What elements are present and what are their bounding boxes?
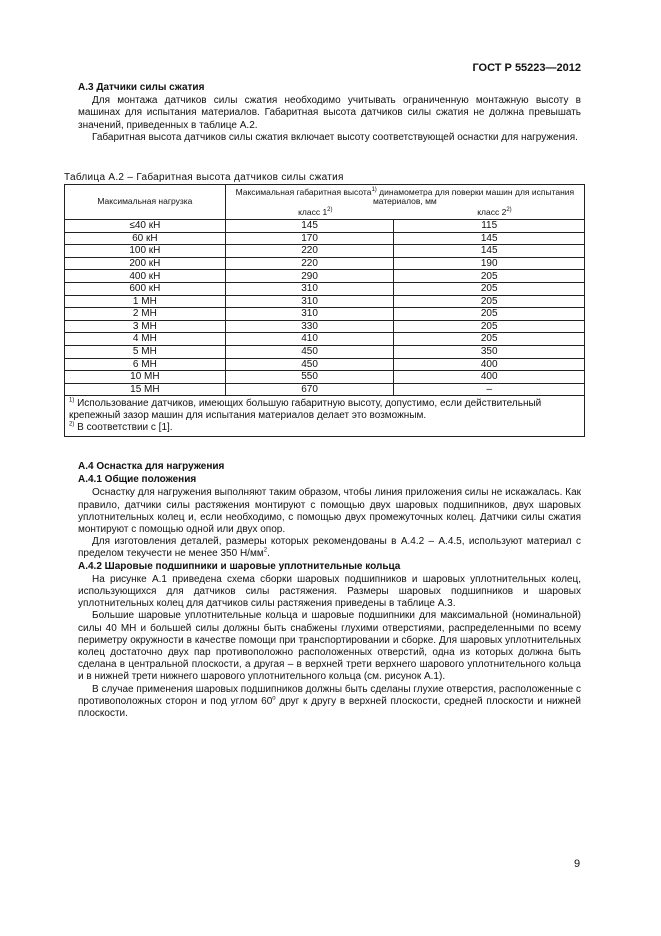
class-1-height-cell: 290 bbox=[225, 270, 394, 283]
class-1-height-cell: 220 bbox=[225, 245, 394, 258]
table-row bbox=[65, 220, 585, 233]
load-cell: 10 МН bbox=[65, 371, 226, 384]
class-2-height-cell: 205 bbox=[394, 282, 585, 295]
table-row bbox=[65, 245, 585, 258]
load-cell: 200 кН bbox=[65, 257, 226, 270]
load-cell: 600 кН bbox=[65, 282, 226, 295]
header-max-load: Максимальная нагрузка bbox=[65, 185, 226, 220]
class-1-height-cell: 670 bbox=[225, 383, 394, 396]
class-1-height-cell: 410 bbox=[225, 333, 394, 346]
class-2-height-cell: 400 bbox=[394, 371, 585, 384]
class-1-height-cell: 550 bbox=[225, 371, 394, 384]
paragraph: Габаритная высота датчиков силы сжатия включает высоту соответствующей оснастки для нагружения. bbox=[92, 131, 578, 143]
class-2-height-cell: 205 bbox=[394, 333, 585, 346]
class-1-height-cell: 310 bbox=[225, 308, 394, 321]
class-1-height-cell: 310 bbox=[225, 295, 394, 308]
class-2-height-cell: 205 bbox=[394, 308, 585, 321]
table-row bbox=[65, 371, 585, 384]
class-1-height-cell: 220 bbox=[225, 257, 394, 270]
height-table bbox=[64, 184, 585, 437]
class-1-height-cell: 310 bbox=[225, 282, 394, 295]
load-cell: 1 МН bbox=[65, 295, 226, 308]
load-cell: 2 МН bbox=[65, 308, 226, 321]
table-row bbox=[65, 358, 585, 371]
header-max-height bbox=[225, 185, 584, 220]
class-2-height-cell: 115 bbox=[394, 220, 585, 233]
class-1-height-cell: 330 bbox=[225, 320, 394, 333]
class-2-height-cell: 145 bbox=[394, 232, 585, 245]
table-row bbox=[65, 383, 585, 396]
load-cell: 4 МН bbox=[65, 333, 226, 346]
table-row bbox=[65, 257, 585, 270]
table-row bbox=[65, 345, 585, 358]
load-cell: 3 МН bbox=[65, 320, 226, 333]
class-2-height-cell: 350 bbox=[394, 345, 585, 358]
class-2-height-cell: 205 bbox=[394, 270, 585, 283]
table-row bbox=[65, 308, 585, 321]
class-2-height-cell: 205 bbox=[394, 295, 585, 308]
paragraph: Оснастку для нагружения выполняют таким образом, чтобы линия приложения силы не искажалась. Как правило, датчики силы растяжения монтируют с помощью двух шаровых подшипников, двух шаровых уплотнительных колец и, если необходимо, с помощью двух промежуточных колец. Датчики силы сжатия монтируют с помощью одной или двух опор. bbox=[78, 487, 581, 536]
section-a4-title: А.4 Оснастка для нагружения bbox=[78, 461, 225, 472]
load-cell: 5 МН bbox=[65, 345, 226, 358]
subsection-a4-1-title: А.4.1 Общие положения bbox=[78, 474, 197, 486]
load-cell: 400 кН bbox=[65, 270, 226, 283]
class-1-height-cell: 145 bbox=[225, 220, 394, 233]
load-cell: 100 кН bbox=[65, 245, 226, 258]
table-notes bbox=[65, 396, 585, 437]
table-row bbox=[65, 320, 585, 333]
page-number: 9 bbox=[574, 858, 581, 870]
note-2: $^{2)}$ В соответствии с [1]. bbox=[69, 421, 173, 434]
load-cell: 6 МН bbox=[65, 358, 226, 371]
paragraph: В случае применения шаровых подшипников должны быть сделаны глухие отверстия, расположенные с противоположных сторон и под углом $60^о$ друг к другу в верхней плоскости, средней плоскости и нижней плоскости. bbox=[78, 683, 581, 720]
class-1-height-cell: 450 bbox=[225, 345, 394, 358]
load-cell: 15 МН bbox=[65, 383, 226, 396]
load-cell: 60 кН bbox=[65, 232, 226, 245]
class-1-height-cell: 450 bbox=[225, 358, 394, 371]
subsection-a4-2-title: А.4.2 Шаровые подшипники и шаровые уплотнительные кольца bbox=[78, 560, 401, 572]
table-row bbox=[65, 232, 585, 245]
class-2-height-cell: – bbox=[394, 383, 585, 396]
class-2-height-cell: 400 bbox=[394, 358, 585, 371]
table-body bbox=[65, 220, 585, 396]
class-1-label: класс 1$^{2)}$ bbox=[298, 206, 333, 217]
class-2-height-cell: 205 bbox=[394, 320, 585, 333]
table-caption: Таблица А.2 – Габаритная высота датчиков силы сжатия bbox=[64, 172, 344, 183]
class-2-height-cell: 190 bbox=[394, 257, 585, 270]
class-1-height-cell: 170 bbox=[225, 232, 394, 245]
table-row bbox=[65, 282, 585, 295]
table-row bbox=[65, 333, 585, 346]
table-row bbox=[65, 295, 585, 308]
class-2-height-cell: 145 bbox=[394, 245, 585, 258]
header-max-height-text: Максимальная габаритная высота$^{1)}$ динамометра для поверки машин для испытания материалов, мм bbox=[235, 186, 575, 207]
class-labels bbox=[226, 208, 584, 218]
section-a3-title: А.3 Датчики силы сжатия bbox=[78, 82, 205, 93]
standard-number: ГОСТ Р 55223—2012 bbox=[472, 62, 581, 74]
paragraph: Большие шаровые уплотнительные кольца и шаровые подшипники для максимальной (номинальной) силы 40 МН и большей силы должны быть снабжены глухими отверстиями, распределенными по всему периметру окружности в качестве помощи при транспортировании и сборке. Для шаровых уплотнительных колец достаточно двух пар противоположно расположенных отверстий, одна из которых должна быть сделана в центральной плоскости, а другая – в верхней трети верхнего шарового уплотнительного кольца и в нижней трети нижнего шарового уплотнительного кольца (см. рисунок А.1). bbox=[78, 610, 581, 683]
load-cell: ≤40 кН bbox=[65, 220, 226, 233]
paragraph: Для монтажа датчиков силы сжатия необходимо учитывать ограниченную монтажную высоту в машинах для испытания материалов. Габаритная высота датчиков силы сжатия не должна превышать значений, приведенных в таблице А.2. bbox=[78, 95, 581, 131]
note-1: $^{1)}$ Использование датчиков, имеющих большую габаритную высоту, допустимо, если действительный крепежный зазор машин для испытания материалов делает это возможным. bbox=[69, 397, 542, 422]
table-row bbox=[65, 270, 585, 283]
section-a4 bbox=[78, 461, 581, 720]
paragraph: Для изготовления деталей, размеры которых рекомендованы в А.4.2 – А.4.5, используют материал с пределом текучести не менее 350 $Н/мм^2$. bbox=[78, 536, 581, 560]
paragraph: На рисунке А.1 приведена схема сборки шаровых подшипников и шаровых уплотнительных колец, использующихся для датчиков силы растяжения. Размеры шаровых подшипников и шаровых уплотнительных колец для датчиков силы растяжения приведены в таблице А.3. bbox=[78, 573, 581, 610]
section-a3 bbox=[78, 82, 581, 144]
class-2-label: класс 2$^{2)}$ bbox=[477, 206, 512, 217]
